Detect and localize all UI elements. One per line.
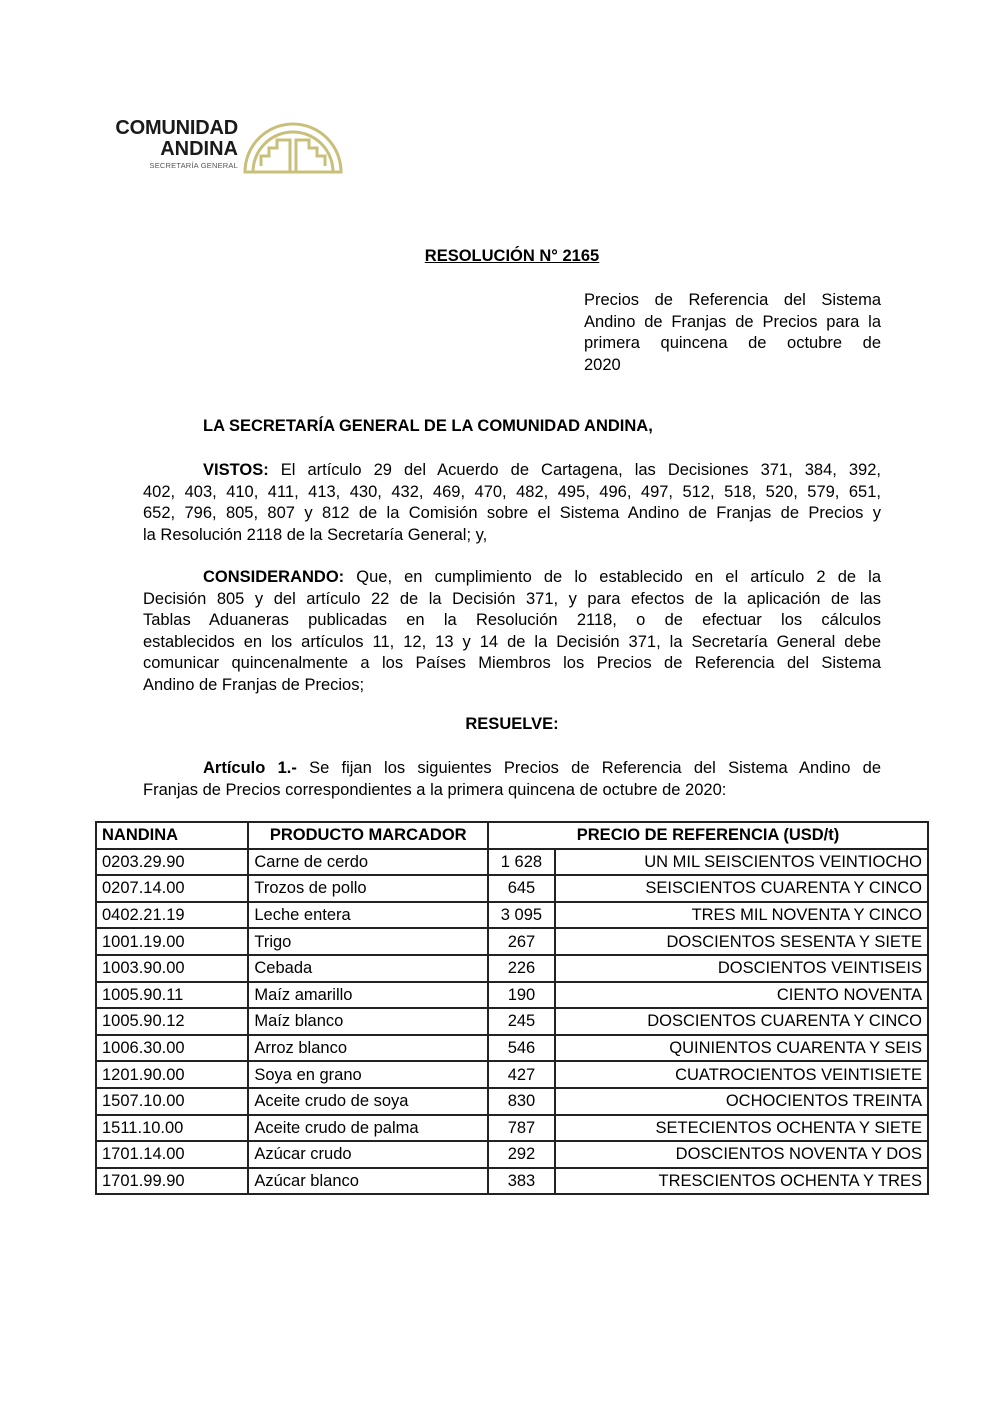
cell-nandina: 1201.90.00 (96, 1061, 248, 1088)
header-nandina: NANDINA (96, 822, 248, 849)
cell-nandina: 0203.29.90 (96, 849, 248, 876)
cell-precio-letras: TRESCIENTOS OCHENTA Y TRES (555, 1168, 928, 1195)
cell-producto: Maíz amarillo (248, 982, 488, 1009)
table-row (96, 1141, 928, 1168)
cell-precio-letras: CIENTO NOVENTA (555, 982, 928, 1009)
logo-text (108, 118, 238, 170)
cell-producto: Arroz blanco (248, 1035, 488, 1062)
table-row (96, 1061, 928, 1088)
cell-precio-letras: DOSCIENTOS CUARENTA Y CINCO (555, 1008, 928, 1035)
paragraph-line: Artículo 1.- Se fijan los siguientes Precios de Referencia del Sistema Andino de (203, 759, 881, 777)
table-row (96, 1035, 928, 1062)
cell-precio-letras: SETECIENTOS OCHENTA Y SIETE (555, 1115, 928, 1142)
subject-line: Precios de Referencia del Sistema (584, 291, 881, 309)
cell-nandina: 0207.14.00 (96, 875, 248, 902)
cell-producto: Aceite crudo de soya (248, 1088, 488, 1115)
considerando-label: CONSIDERANDO: (203, 568, 345, 586)
cell-producto: Trozos de pollo (248, 875, 488, 902)
cell-precio-letras: OCHOCIENTOS TREINTA (555, 1088, 928, 1115)
paragraph-line: 652, 796, 805, 807 y 812 de la Comisión sobre el Sistema Andino de Franjas de Precios y (143, 504, 881, 522)
issuer-heading: LA SECRETARÍA GENERAL DE LA COMUNIDAD ANDINA, (203, 417, 653, 435)
articulo-1-label: Artículo 1.- (203, 759, 297, 777)
cell-precio-letras: QUINIENTOS CUARENTA Y SEIS (555, 1035, 928, 1062)
cell-producto: Cebada (248, 955, 488, 982)
comunidad-andina-logo (108, 118, 348, 178)
andean-arch-logo-icon (242, 118, 344, 174)
cell-nandina: 1005.90.12 (96, 1008, 248, 1035)
cell-precio: 787 (488, 1115, 555, 1142)
logo-line-andina: ANDINA (160, 138, 238, 160)
table-row (96, 902, 928, 929)
cell-precio-letras: TRES MIL NOVENTA Y CINCO (555, 902, 928, 929)
cell-precio: 830 (488, 1088, 555, 1115)
cell-precio: 383 (488, 1168, 555, 1195)
cell-nandina: 1003.90.00 (96, 955, 248, 982)
cell-precio: 292 (488, 1141, 555, 1168)
table-row (96, 875, 928, 902)
cell-producto: Leche entera (248, 902, 488, 929)
cell-precio-letras: DOSCIENTOS SESENTA Y SIETE (555, 928, 928, 955)
cell-precio: 190 (488, 982, 555, 1009)
logo-line-secretaria: SECRETARÍA GENERAL (149, 161, 238, 170)
vistos-label: VISTOS: (203, 461, 269, 479)
cell-precio: 546 (488, 1035, 555, 1062)
table-row (96, 1088, 928, 1115)
cell-precio: 3 095 (488, 902, 555, 929)
resolution-subject (584, 290, 881, 376)
reference-prices-table (95, 821, 929, 1195)
table-row (96, 1168, 928, 1195)
cell-precio: 245 (488, 1008, 555, 1035)
resuelve-heading: RESUELVE: (465, 715, 559, 733)
cell-nandina: 0402.21.19 (96, 902, 248, 929)
cell-producto: Trigo (248, 928, 488, 955)
header-producto: PRODUCTO MARCADOR (248, 822, 488, 849)
table-row (96, 955, 928, 982)
cell-nandina: 1001.19.00 (96, 928, 248, 955)
cell-nandina: 1005.90.11 (96, 982, 248, 1009)
cell-precio: 1 628 (488, 849, 555, 876)
paragraph-line: Tablas Aduaneras publicadas en la Resolución 2118, o de efectuar los cálculos (143, 611, 881, 629)
paragraph-line: Decisión 805 y del artículo 22 de la Decisión 371, y para efectos de la aplicación de las (143, 589, 881, 608)
cell-producto: Azúcar crudo (248, 1141, 488, 1168)
cell-producto: Azúcar blanco (248, 1168, 488, 1195)
subject-line: primera quincena de octubre de (584, 334, 881, 352)
cell-producto: Aceite crudo de palma (248, 1115, 488, 1142)
table-row (96, 982, 928, 1009)
table-row (96, 1115, 928, 1142)
table-row (96, 1008, 928, 1035)
cell-producto: Soya en grano (248, 1061, 488, 1088)
considerando-paragraph (143, 567, 881, 696)
cell-precio-letras: SEISCIENTOS CUARENTA Y CINCO (555, 875, 928, 902)
table-header-row (96, 822, 928, 849)
cell-precio-letras: UN MIL SEISCIENTOS VEINTIOCHO (555, 849, 928, 876)
cell-precio: 226 (488, 955, 555, 982)
paragraph-line: establecidos en los artículos 11, 12, 13 y 14 de la Decisión 371, la Secretaría General debe (143, 632, 881, 651)
cell-precio: 645 (488, 875, 555, 902)
cell-producto: Carne de cerdo (248, 849, 488, 876)
paragraph-line: VISTOS: El artículo 29 del Acuerdo de Cartagena, las Decisiones 371, 384, 392, (203, 461, 881, 479)
subject-line: Andino de Franjas de Precios para la (584, 312, 881, 331)
cell-precio-letras: DOSCIENTOS VEINTISEIS (555, 955, 928, 982)
paragraph-line: CONSIDERANDO: Que, en cumplimiento de lo establecido en el artículo 2 de la (203, 568, 881, 586)
cell-nandina: 1507.10.00 (96, 1088, 248, 1115)
table-row (96, 849, 928, 876)
cell-nandina: 1006.30.00 (96, 1035, 248, 1062)
cell-precio-letras: CUATROCIENTOS VEINTISIETE (555, 1061, 928, 1088)
resolution-title: RESOLUCIÓN N° 2165 (424, 247, 600, 265)
paragraph-line: Andino de Franjas de Precios; (143, 675, 365, 694)
cell-precio-letras: DOSCIENTOS NOVENTA Y DOS (555, 1141, 928, 1168)
cell-nandina: 1511.10.00 (96, 1115, 248, 1142)
subject-line: 2020 (584, 355, 621, 374)
paragraph-line: Franjas de Precios correspondientes a la primera quincena de octubre de 2020: (143, 780, 727, 799)
cell-nandina: 1701.99.90 (96, 1168, 248, 1195)
vistos-paragraph (143, 460, 881, 546)
cell-precio: 267 (488, 928, 555, 955)
cell-nandina: 1701.14.00 (96, 1141, 248, 1168)
paragraph-line: comunicar quincenalmente a los Países Miembros los Precios de Referencia del Sistema (143, 654, 881, 672)
paragraph-line: la Resolución 2118 de la Secretaría General; y, (143, 525, 488, 544)
table-row (96, 928, 928, 955)
cell-precio: 427 (488, 1061, 555, 1088)
header-precio: PRECIO DE REFERENCIA (USD/t) (488, 822, 928, 849)
articulo-1-paragraph (143, 758, 881, 801)
cell-producto: Maíz blanco (248, 1008, 488, 1035)
logo-line-comunidad: COMUNIDAD (115, 117, 238, 139)
paragraph-line: 402, 403, 410, 411, 413, 430, 432, 469, 470, 482, 495, 496, 497, 512, 518, 520, 579, 651, (143, 482, 881, 501)
